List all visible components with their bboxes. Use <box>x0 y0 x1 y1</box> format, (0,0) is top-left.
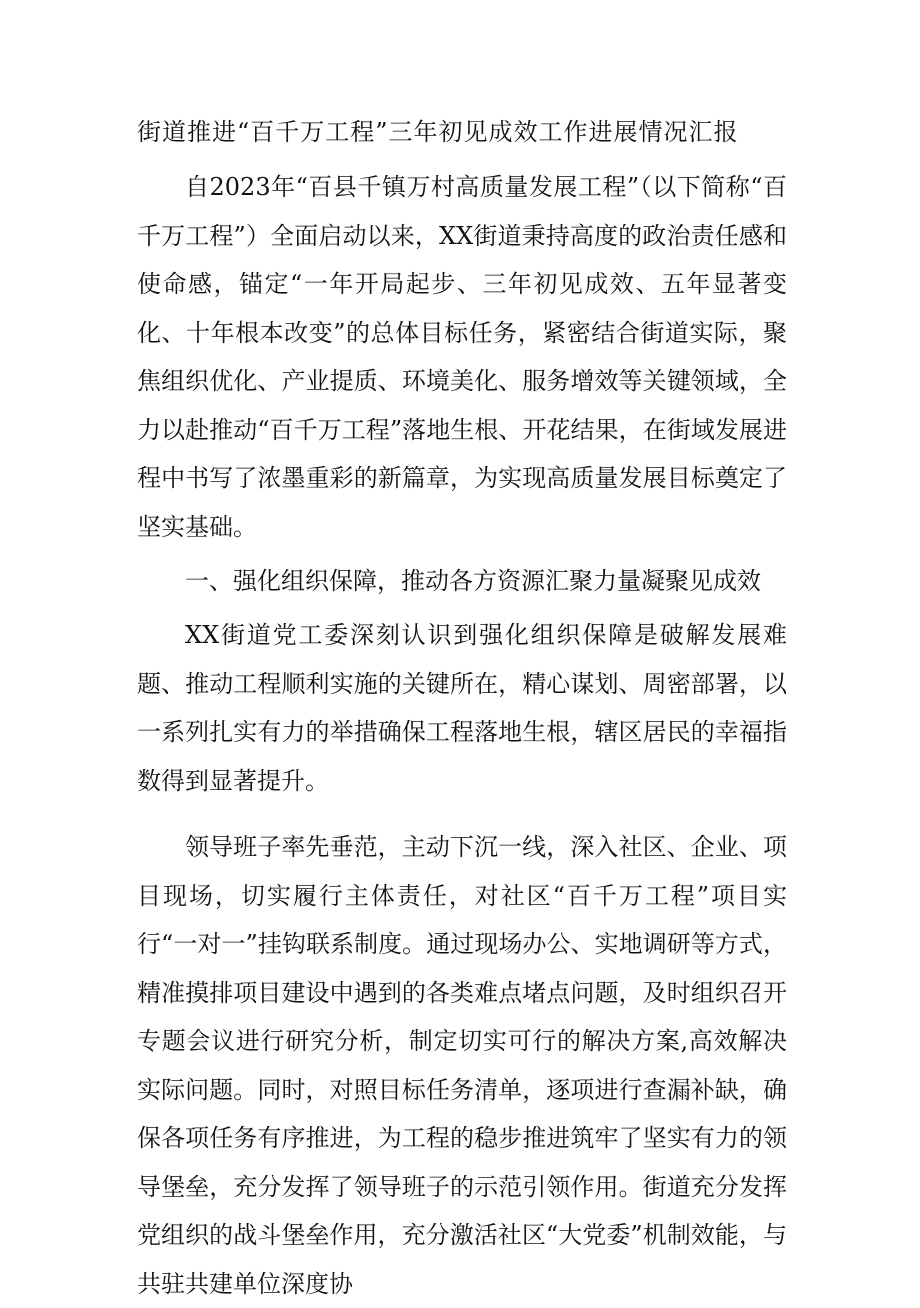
intro-paragraph: 自2023年“百县千镇万村高质量发展工程”（以下简称“百千万工程”）全面启动以来，XX街道秉持高度的政治责任感和使命感，锚定“一年开局起步、三年初见成效、五年显著变化、十年根本改变”的总体目标任务，紧密结合街道实际，聚焦组织优化、产业提质、环境美化、服务增效等关键领域，全力以赴推动“百千万工程”落地生根、开花结果，在街域发展进程中书写了浓墨重彩的新篇章，为实现高质量发展目标奠定了坚实基础。 <box>137 173 787 541</box>
section-1-paragraph-1: XX街道党工委深刻认识到强化组织保障是破解发展难题、推动工程顺利实施的关键所在，精心谋划、周密部署，以一系列扎实有力的举措确保工程落地生根，辖区居民的幸福指数得到显著提升。 <box>137 621 787 795</box>
document-page <box>137 108 787 1308</box>
document-title: 街道推进“百千万工程”三年初见成效工作进展情况汇报 <box>137 118 739 146</box>
section-1-paragraph-2: 领导班子率先垂范，主动下沉一线，深入社区、企业、项目现场，切实履行主体责任，对社区“百千万工程”项目实行“一对一”挂钩联系制度。通过现场办公、实地调研等方式，精准摸排项目建设中遇到的各类难点堵点问题，及时组织召开专题会议进行研究分析，制定切实可行的解决方案,高效解决实际问题。同时，对照目标任务清单，逐项进行查漏补缺，确保各项任务有序推进，为工程的稳步推进筑牢了坚实有力的领导堡垒，充分发挥了领导班子的示范引领作用。街道充分发挥党组织的战斗堡垒作用，充分激活社区“大党委”机制效能，与共驻共建单位深度协 <box>137 833 787 1298</box>
section-1-heading: 一、强化组织保障，推动各方资源汇聚力量凝聚见成效 <box>185 567 761 595</box>
